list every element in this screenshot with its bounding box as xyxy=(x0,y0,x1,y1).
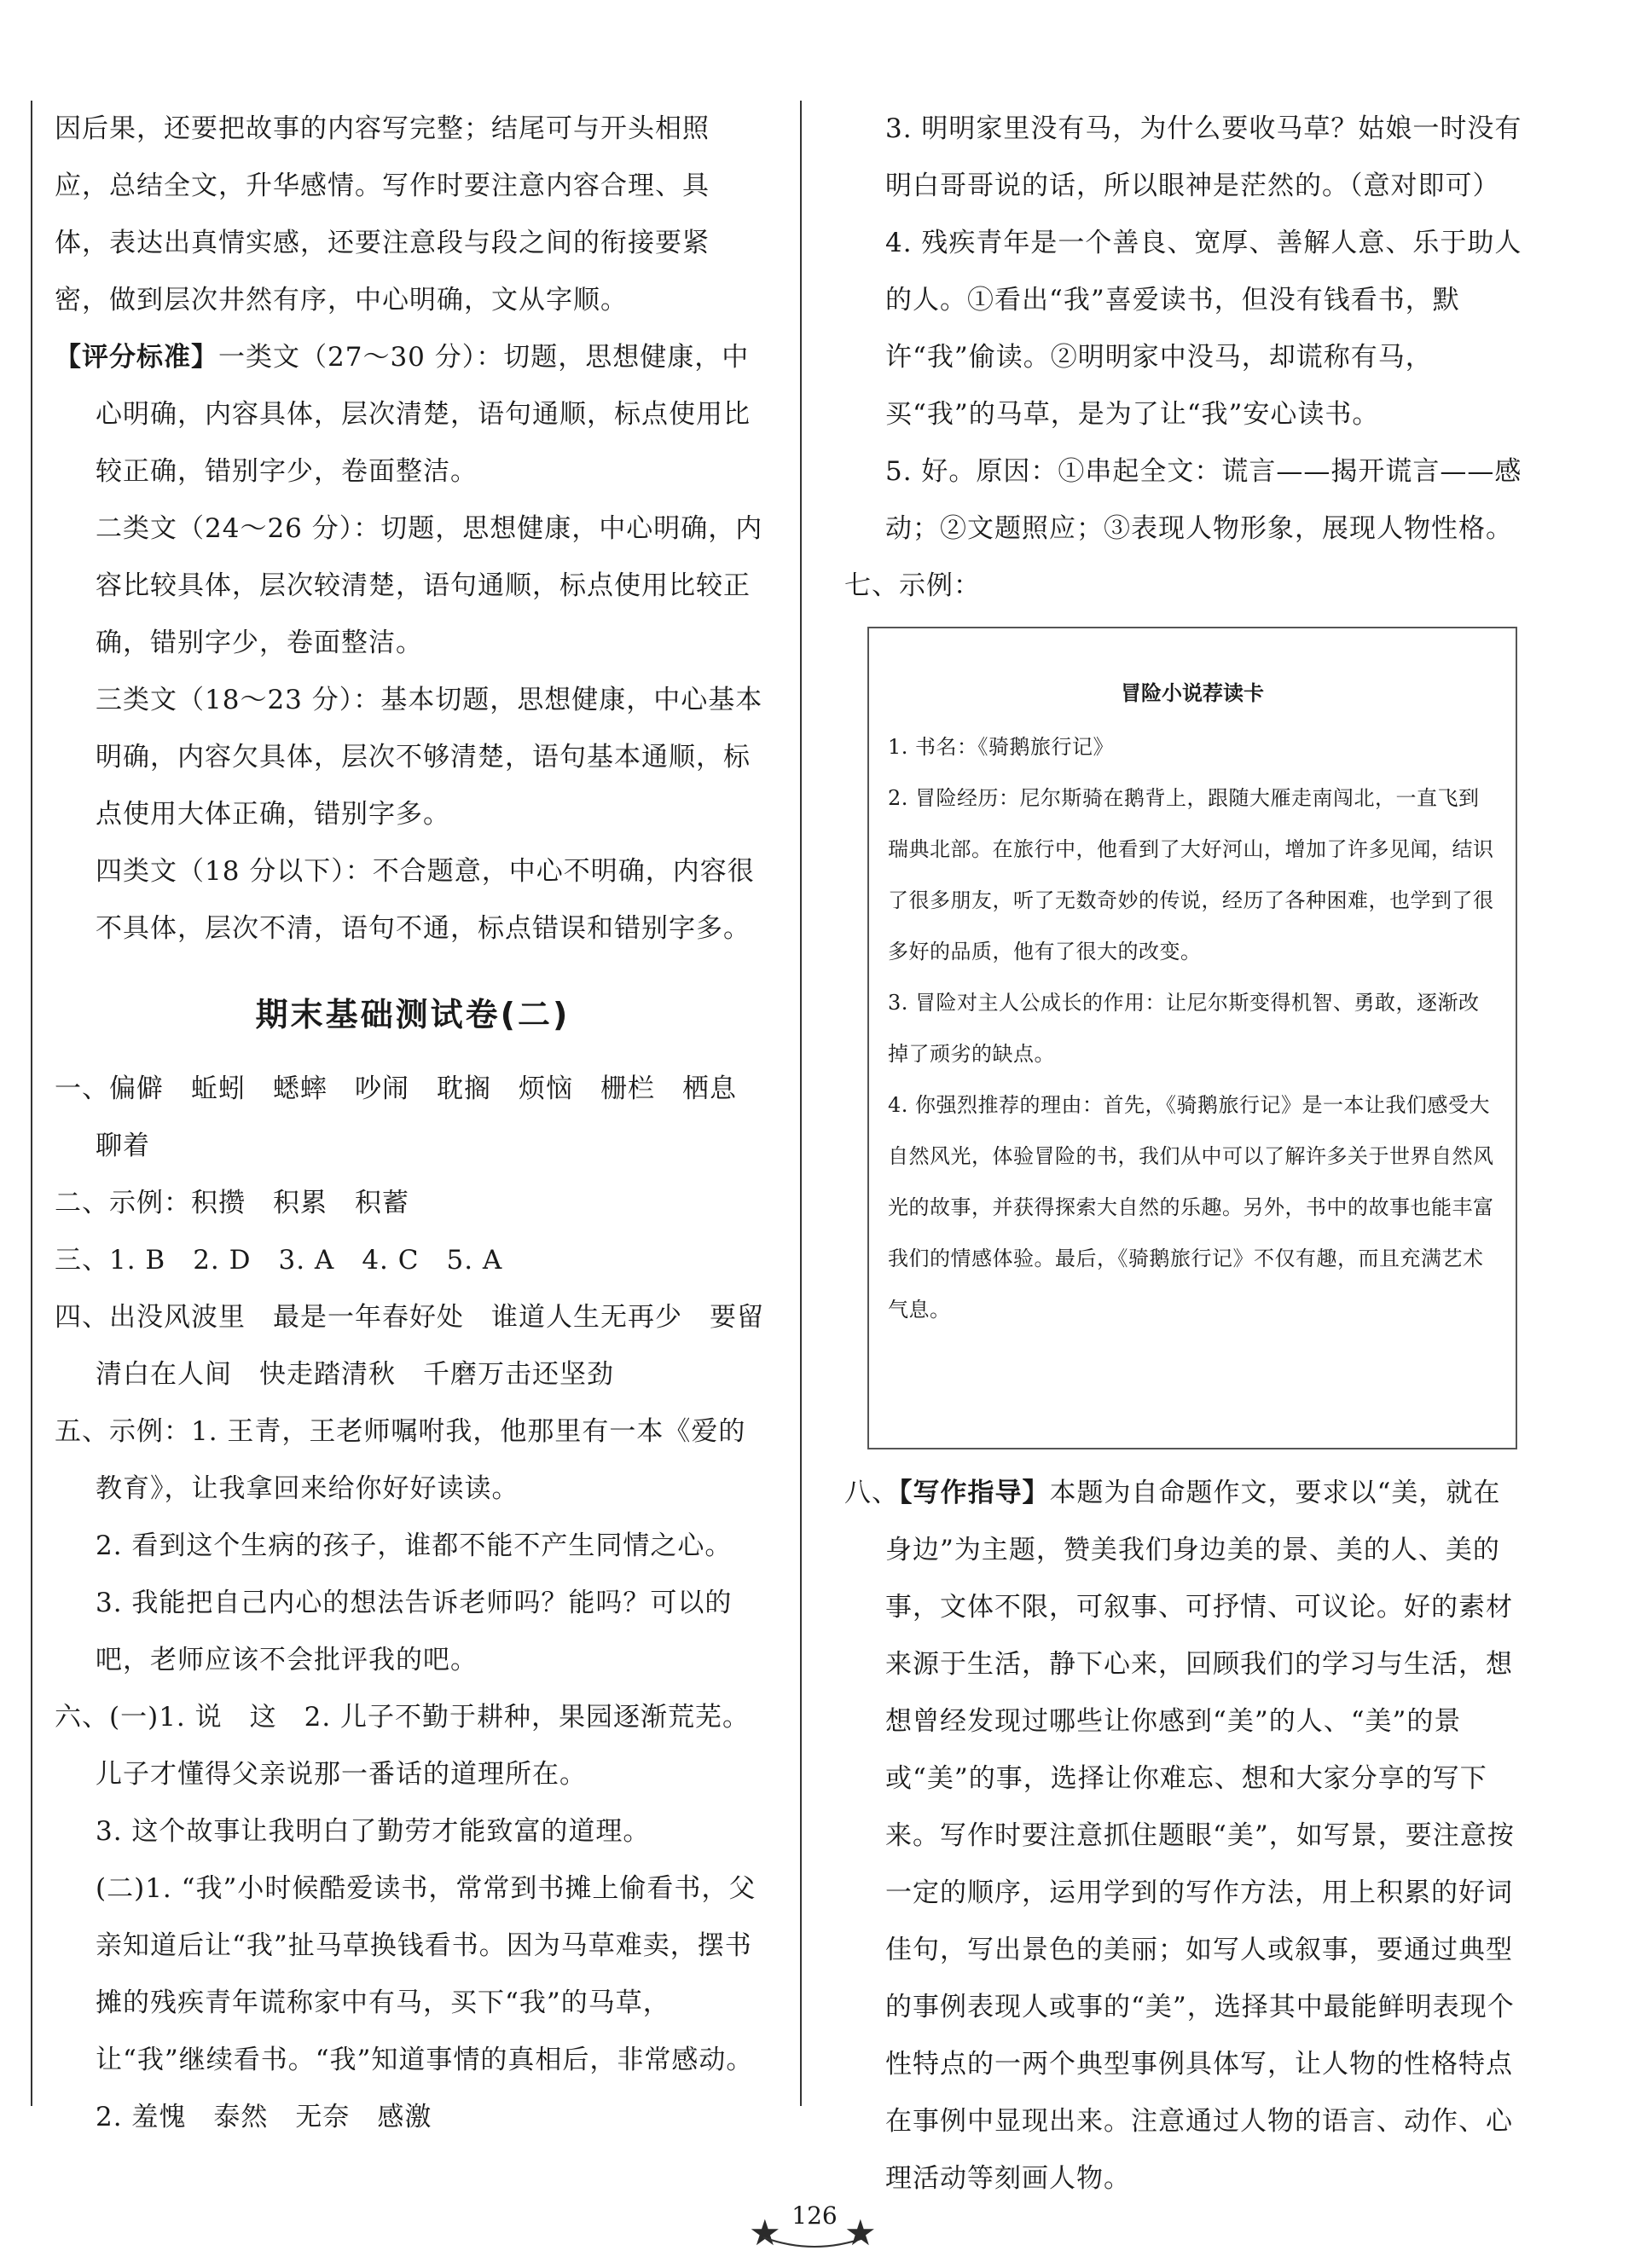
section-title: 期末基础测试卷(二) xyxy=(255,996,571,1033)
page-footer xyxy=(674,2201,955,2261)
answer-3: 三、1. B 2. D 3. A 4. C 5. A xyxy=(55,1245,503,1276)
answer-7-heading: 七、示例： xyxy=(844,570,981,601)
answer-6-b2: 2. 羞愧 泰然 无奈 感激 xyxy=(96,2102,432,2132)
answer-1: 一、偏僻 蚯蚓 蟋蟀 吵闹 耽搁 烦恼 栅栏 栖息 聊着 xyxy=(55,1073,764,1161)
answer-6-b1: (二)1. “我”小时候酷爱读书，常常到书摊上偷看书，父亲知道后让“我”扯马草换钱看书。因为马草难卖，摆书摊的残疾青年谎称家中有马，买下“我”的马草，让“我”继续看书。“我”知道事情的真相后，非常感动。 xyxy=(96,1873,757,2075)
answer-6-cont: 儿子才懂得父亲说那一番话的道理所在。 xyxy=(96,1759,587,1790)
grade-3: 三类文（18～23 分）：基本切题，思想健康，中心基本明确，内容欠具体，层次不够清楚，语句基本通顺，标点使用大体正确，错别字多。 xyxy=(96,685,763,830)
answer-5-3: 3. 我能把自己内心的想法告诉老师吗？能吗？可以的吧，老师应该不会批评我的吧。 xyxy=(96,1588,733,1675)
right-column-lower xyxy=(844,1465,1527,2207)
answer-8 xyxy=(844,1465,1527,2207)
left-margin-rule xyxy=(31,101,32,2106)
card-title: 冒险小说荐读卡 xyxy=(1121,681,1264,705)
intro-line-3: 体，表达出真情实感，还要注意段与段之间的衔接要紧 xyxy=(55,228,710,258)
page-number: 126 xyxy=(791,2201,838,2230)
right-column xyxy=(844,101,1527,615)
answer-5-2: 2. 看到这个生病的孩子，谁都不能不产生同情之心。 xyxy=(96,1530,733,1561)
answer-6-b5: 5. 好。原因：①串起全文：谎言——揭开谎言——感动；②文题照应；③表现人物形象，展现人物性格。 xyxy=(885,456,1522,544)
grading-standard xyxy=(55,329,771,500)
intro-line-4: 密，做到层次井然有序，中心明确，文从字顺。 xyxy=(55,285,628,315)
grading-label: 【评分标准】 xyxy=(55,342,218,373)
answer-6-3: 3. 这个故事让我明白了勤劳才能致富的道理。 xyxy=(96,1816,651,1847)
answer-6-b4: 4. 残疾青年是一个善良、宽厚、善解人意、乐于助人的人。①看出“我”喜爱读书，但没有钱看书，默许“我”偷读。②明明家中没马，却谎称有马，买“我”的马草，是为了让“我”安心读书。 xyxy=(885,228,1522,430)
grade-2: 二类文（24～26 分）：切题，思想健康，中心明确，内容比较具体，层次较清楚，语句通顺，标点使用比较正确，错别字少，卷面整洁。 xyxy=(96,513,763,658)
card-line-2: 2. 冒险经历：尼尔斯骑在鹅背上，跟随大雁走南闯北，一直飞到瑞典北部。在旅行中，他看到了大好河山，增加了许多见闻，结识了很多朋友，听了无数奇妙的传说，经历了各种困难，也学到了很多好的品质，他有了很大的改变。 xyxy=(888,786,1494,963)
card-line-3: 3. 冒险对主人公成长的作用：让尼尔斯变得机智、勇敢，逐渐改掉了顽劣的缺点。 xyxy=(888,991,1480,1066)
writing-guide-text: 本题为自命题作文，要求以“美，就在身边”为主题，赞美我们身边美的景、美的人、美的事，文体不限，可叙事、可抒情、可议论。好的素材来源于生活，静下心来，回顾我们的学习与生活，想想曾经发现过哪些让你感到“美”的人、“美”的景或“美”的事，选择让你难忘、想和大家分享的写下来。写作时要注意抓住题眼“美”，如写景，要注意按一定的顺序，运用学到的写作方法，用上积累的好词佳句，写出景色的美丽；如写人或叙事，要通过典型的事例表现人或事的“美”，选择其中最能鲜明表现个性特点的一两个典型事例具体写，让人物的性格特点在事例中显现出来。注意通过人物的语言、动作、心理活动等刻画人物。 xyxy=(885,1478,1515,2194)
star-left-icon: ★ xyxy=(749,2212,781,2254)
left-column xyxy=(55,101,771,2146)
answer-2: 二、示例：积攒 积累 积蓄 xyxy=(55,1188,409,1218)
recommendation-card xyxy=(867,627,1517,1449)
writing-guide-label: 【写作指导】 xyxy=(899,1478,1050,1508)
intro-line-1: 因后果，还要把故事的内容写完整；结尾可与开头相照 xyxy=(55,113,710,144)
answer-6: 六、(一)1. 说 这 2. 儿子不勤于耕种，果园逐渐荒芜。 xyxy=(55,1702,751,1733)
column-divider xyxy=(800,101,802,2106)
card-line-1: 1. 书名：《骑鹅旅行记》 xyxy=(888,735,1115,759)
star-right-icon: ★ xyxy=(844,2212,877,2254)
grading-text: 一类文（27～30 分）：切题，思想健康，中心明确，内容具体，层次清楚，语句通顺，标点使用比较正确，错别字少，卷面整洁。 xyxy=(96,342,751,487)
grade-4: 四类文（18 分以下）：不合题意，中心不明确，内容很不具体，层次不清，语句不通，标点错误和错别字多。 xyxy=(96,856,755,944)
intro-line-2: 应，总结全文，升华感情。写作时要注意内容合理、具 xyxy=(55,171,710,201)
answer-5: 五、示例：1. 王青，王老师嘱咐我，他那里有一本《爱的教育》，让我拿回来给你好好读读。 xyxy=(55,1416,746,1504)
card-line-4: 4. 你强烈推荐的理由：首先，《骑鹅旅行记》是一本让我们感受大自然风光，体验冒险的书，我们从中可以了解许多关于世界自然风光的故事，并获得探索大自然的乐趣。另外，书中的故事也能丰富我们的情感体验。最后，《骑鹅旅行记》不仅有趣，而且充满艺术气息。 xyxy=(888,1093,1494,1322)
answer-6-b3: 3. 明明家里没有马，为什么要收马草？姑娘一时没有明白哥哥说的话，所以眼神是茫然的。（意对即可） xyxy=(885,113,1522,201)
answer-4: 四、出没风波里 最是一年春好处 谁道人生无再少 要留清白在人间 快走踏清秋 千磨万击还坚劲 xyxy=(55,1302,764,1390)
answer-8-prefix: 八、 xyxy=(844,1478,899,1508)
